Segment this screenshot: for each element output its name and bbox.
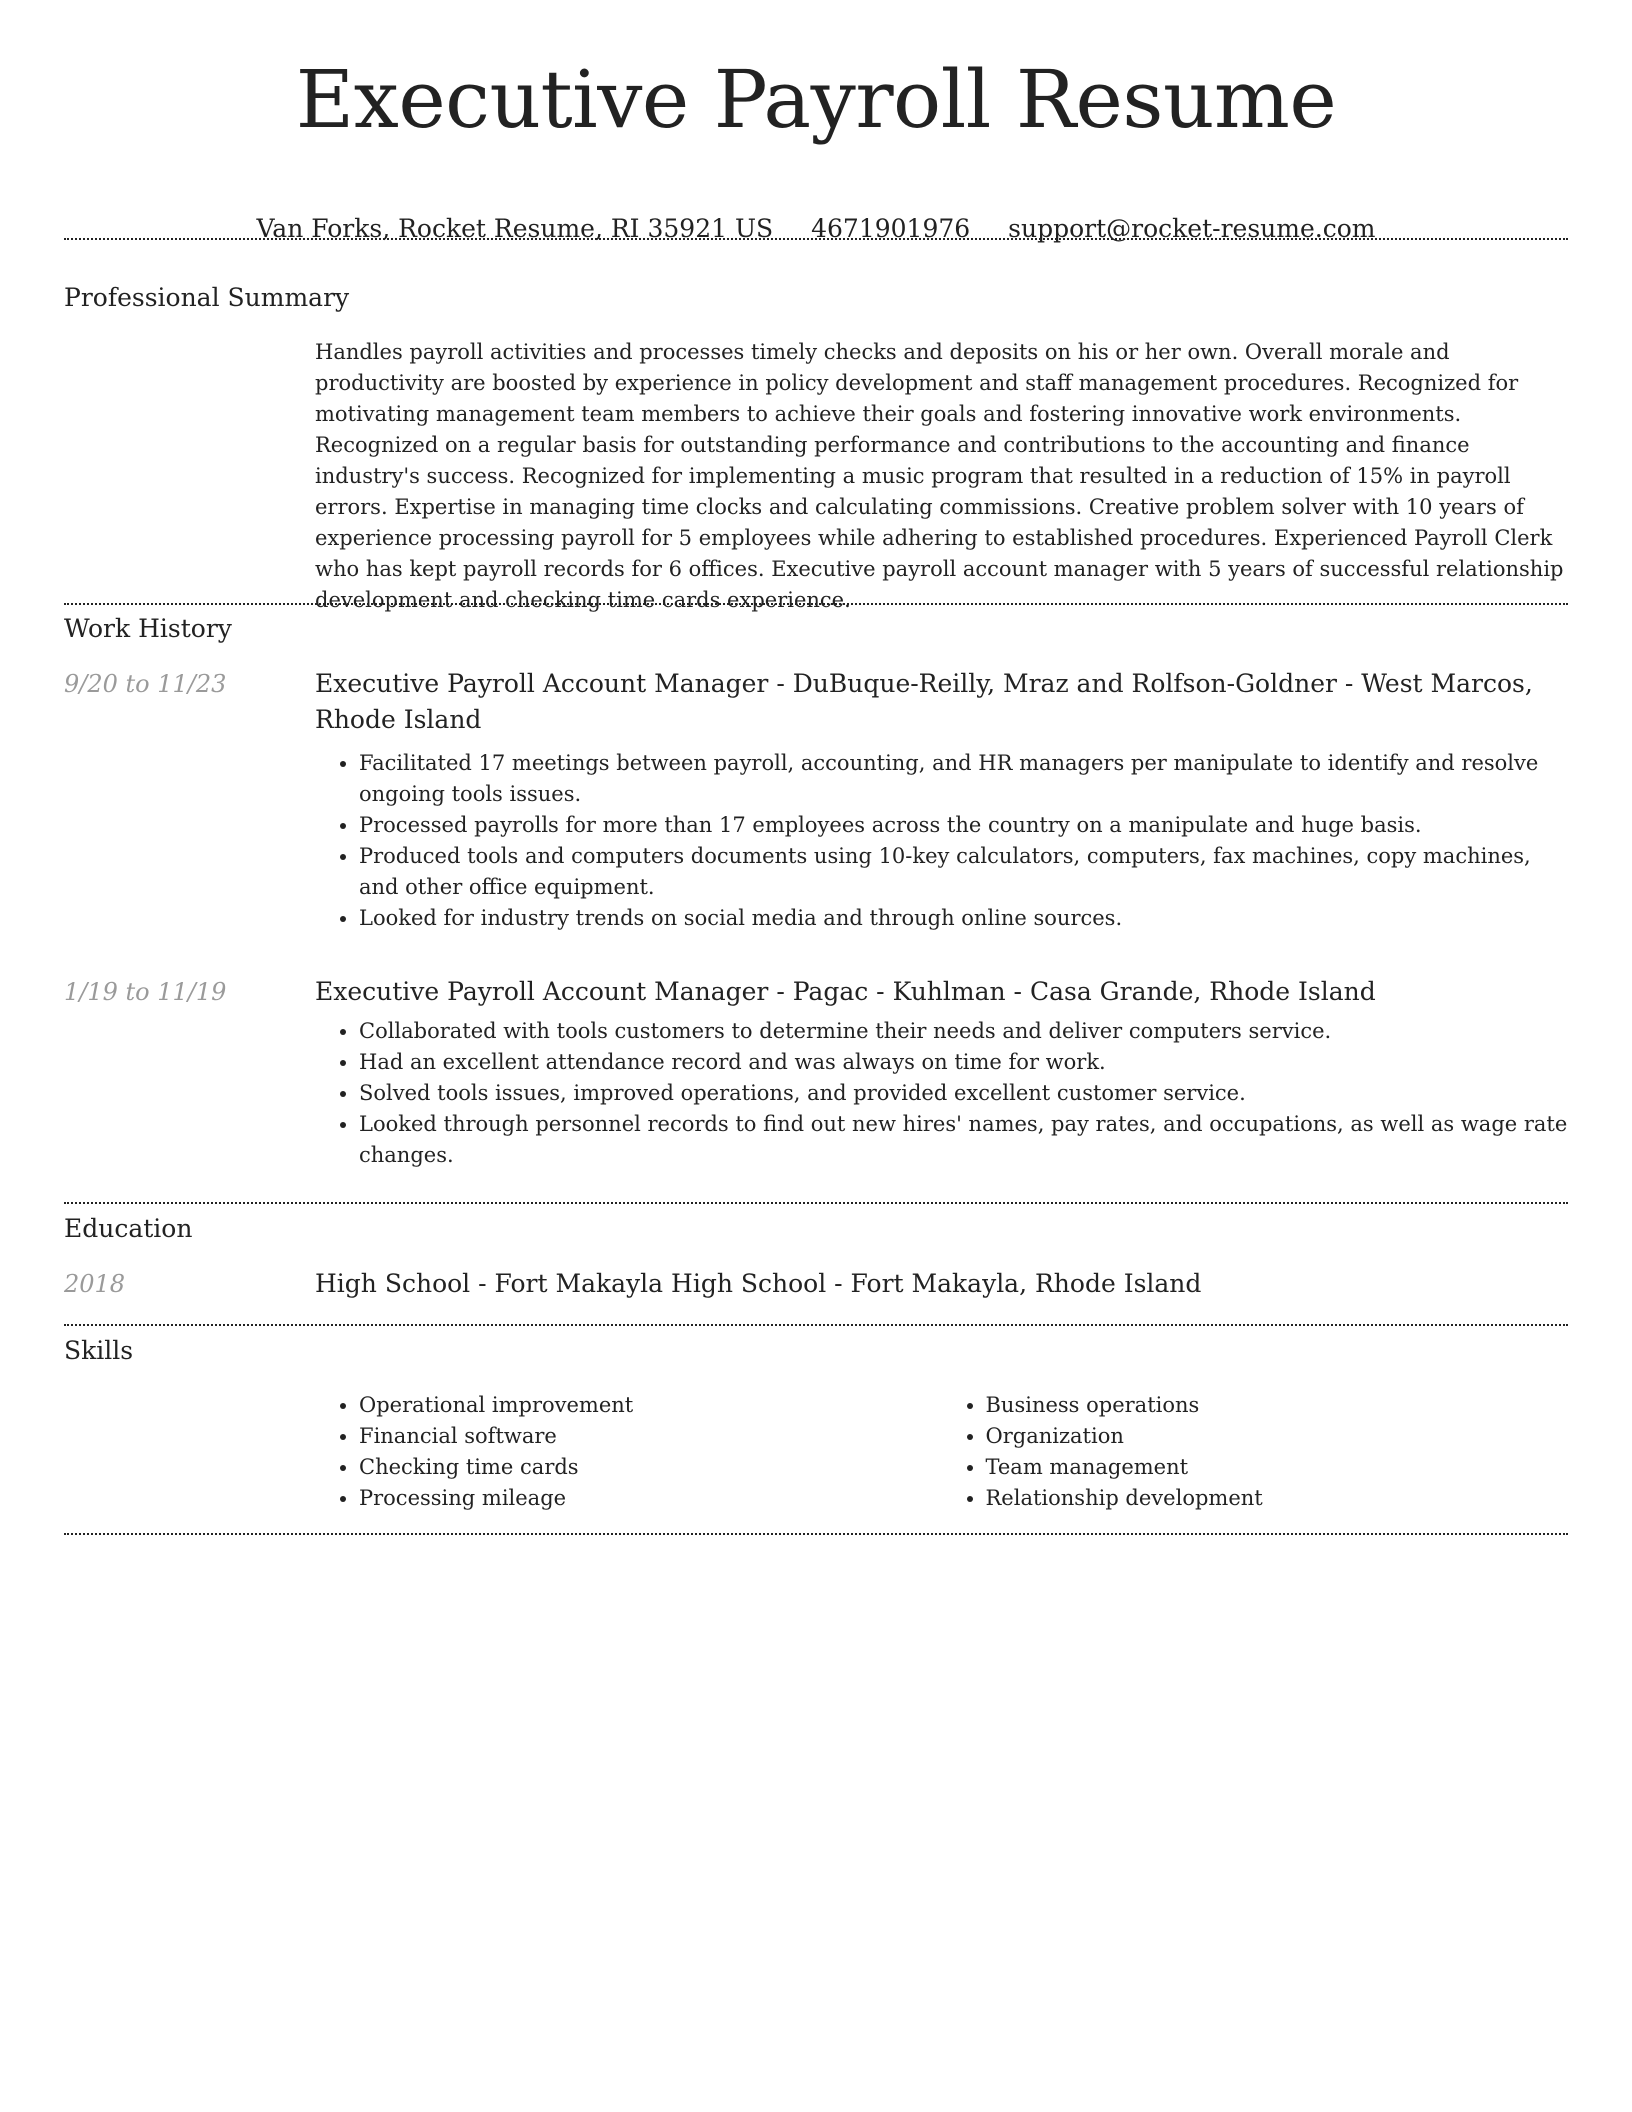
job-bullet: • Facilitated 17 meetings between payroll, accounting, and HR managers per manipulate to identify and resolve ongoing tools issues. (359, 748, 1568, 810)
section-title-education: Education (64, 1214, 193, 1243)
education-entry (64, 1266, 1568, 1302)
job-bullet: • Produced tools and computers documents using 10-key calculators, computers, fax machines, copy machines, and other office equipment. (359, 841, 1568, 903)
skill-item: • Financial software (359, 1421, 942, 1452)
work-divider (64, 1202, 1568, 1204)
job-bullet: • Solved tools issues, improved operations, and provided excellent customer service. (359, 1078, 1568, 1109)
job-date: 9/20 to 11/23 (64, 670, 227, 698)
job-bullet: • Collaborated with tools customers to determine their needs and deliver computers service. (359, 1016, 1568, 1047)
education-section (64, 1214, 1568, 1302)
education-divider (64, 1324, 1568, 1326)
job-date: 1/19 to 11/19 (64, 978, 227, 1006)
skill-item: • Team management (986, 1452, 1569, 1483)
education-title: High School - Fort Makayla High School - Fort Makayla, Rhode Island (315, 1269, 1202, 1298)
skill-item: • Business operations (986, 1390, 1569, 1421)
header-divider (64, 238, 1568, 240)
resume-title: Executive Payroll Resume (295, 53, 1337, 146)
job-bullets (315, 748, 1568, 934)
contact-phone: 4671901976 (811, 214, 971, 243)
section-title-work: Work History (64, 614, 232, 643)
summary-divider (64, 603, 1568, 605)
skill-item: • Organization (986, 1421, 1569, 1452)
contact-address: Van Forks, Rocket Resume, RI 35921 US (256, 214, 774, 243)
job-entry (64, 666, 1568, 934)
job-bullet: • Looked through personnel records to find out new hires' names, pay rates, and occupations, as well as wage rate changes. (359, 1109, 1568, 1171)
job-bullets (315, 1016, 1568, 1171)
skill-item: • Checking time cards (359, 1452, 942, 1483)
skills-section (64, 1336, 1568, 1514)
skills-grid (315, 1390, 1568, 1514)
job-title: Executive Payroll Account Manager - Pagac - Kuhlman - Casa Grande, Rhode Island (315, 977, 1376, 1006)
skill-item: • Relationship development (986, 1483, 1569, 1514)
skills-list-right (942, 1390, 1569, 1514)
summary-text: Handles payroll activities and processes timely checks and deposits on his or her own. Overall morale and productivity are boosted by experience in policy development and staff management procedures. Recognized for motivating management team members to achieve their goals and fostering innovative work environments. Recognized on a regular basis for outstanding performance and contributions to the accounting and finance industry's success. Recognized for implementing a music program that resulted in a reduction of 15% in payroll errors. Expertise in managing time clocks and calculating commissions. Creative problem solver with 10 years of experience processing payroll for 5 employees while adhering to established procedures. Experienced Payroll Clerk who has kept payroll records for 6 offices. Executive payroll account manager with 5 years of successful relationship development and checking time cards experience. (315, 340, 1564, 612)
work-section (64, 614, 1568, 1171)
section-title-summary: Professional Summary (64, 283, 350, 312)
job-title: Executive Payroll Account Manager - DuBuque-Reilly, Mraz and Rolfson-Goldner - West Marcos, Rhode Island (315, 669, 1533, 734)
section-title-skills: Skills (64, 1336, 134, 1365)
job-entry (64, 974, 1568, 1171)
education-date: 2018 (64, 1270, 126, 1298)
summary-section (64, 283, 1568, 616)
skill-item: • Processing mileage (359, 1483, 942, 1514)
job-bullet: • Looked for industry trends on social media and through online sources. (359, 903, 1568, 934)
contact-email: support@rocket-resume.com (1008, 214, 1376, 243)
job-bullet: • Processed payrolls for more than 17 employees across the country on a manipulate and huge basis. (359, 810, 1568, 841)
skills-divider (64, 1533, 1568, 1535)
skills-list-left (315, 1390, 942, 1514)
skill-item: • Operational improvement (359, 1390, 942, 1421)
resume-content (64, 0, 1568, 1510)
job-bullet: • Had an excellent attendance record and was always on time for work. (359, 1047, 1568, 1078)
